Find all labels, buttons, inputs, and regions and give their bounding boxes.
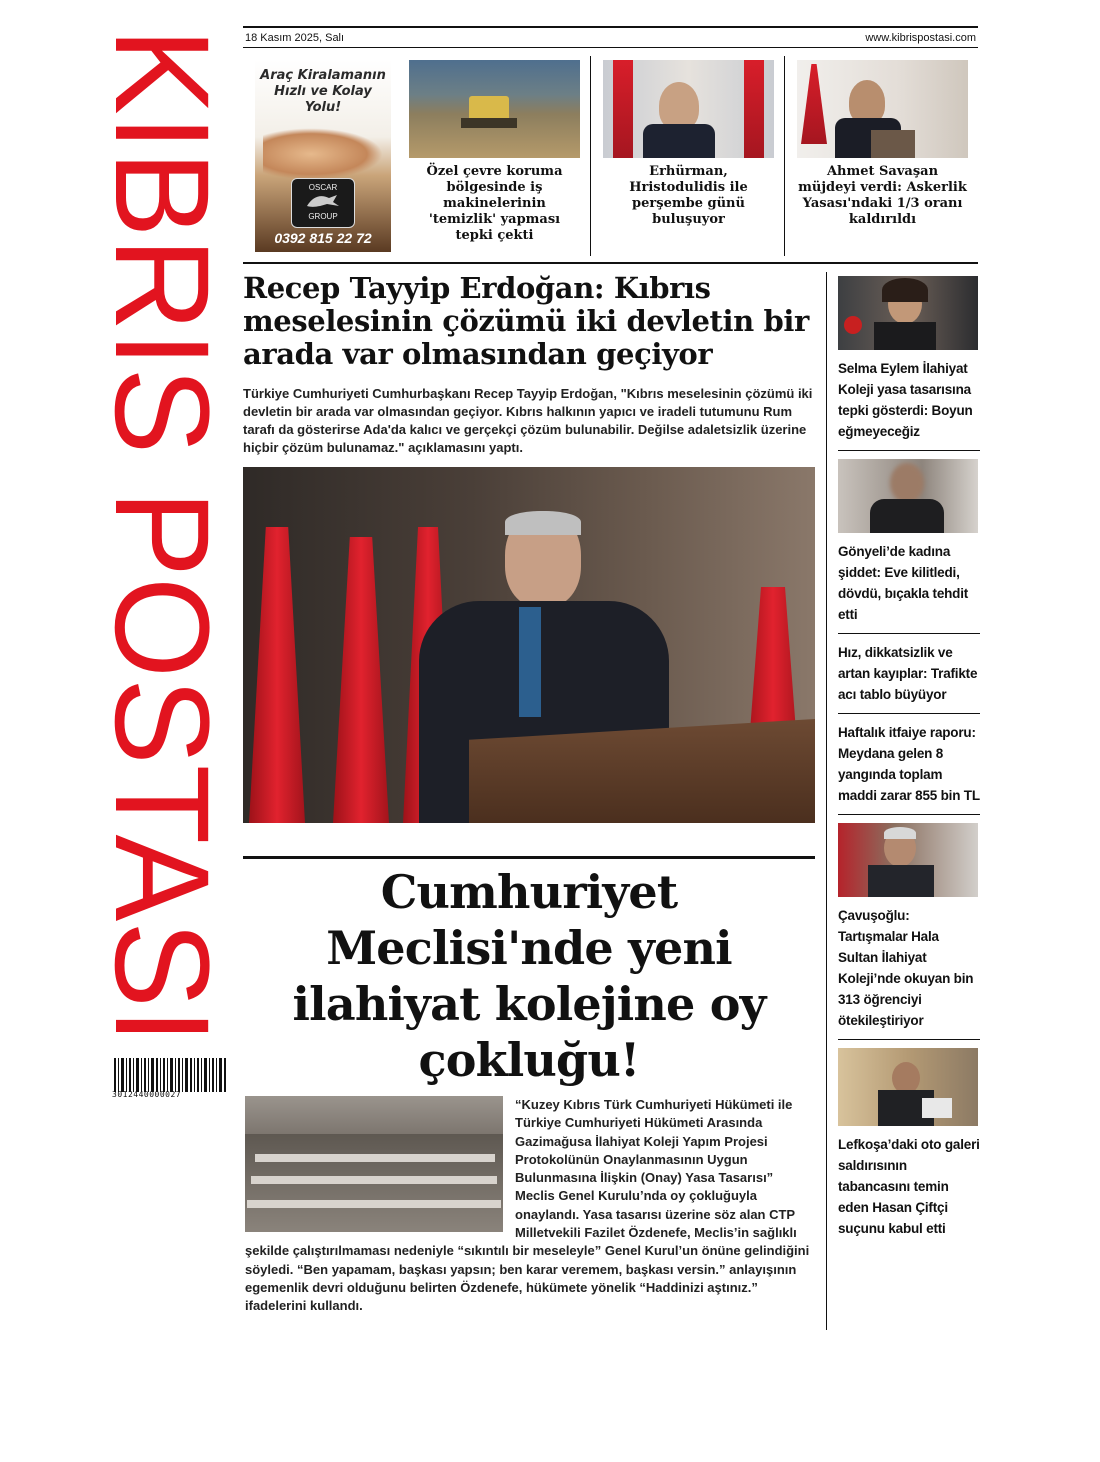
horse-icon — [303, 192, 343, 210]
ad-title: Araç Kiralamanın Hızlı ve Kolay Yolu! — [260, 68, 386, 115]
teaser-item[interactable] — [785, 56, 978, 256]
sidebar-item[interactable] — [838, 1048, 980, 1247]
teaser-caption: Erhürman, Hristodulidis ile perşembe günü buluşuyor — [629, 164, 748, 227]
ad-image — [263, 128, 383, 180]
teaser-strip — [243, 56, 978, 256]
sidebar-item[interactable] — [838, 722, 980, 815]
main-photo — [243, 467, 815, 823]
sidebar-photo — [838, 1048, 978, 1126]
sidebar-headline: Selma Eylem İlahiyat Koleji yasa tasarısına tepki gösterdi: Boyun eğmeyeceğiz — [838, 361, 973, 439]
top-separator — [243, 262, 978, 264]
masthead-text: KIBRIS POSTASI — [87, 28, 236, 1076]
website-link[interactable]: www.kibrispostasi.com — [865, 31, 976, 44]
second-body-text: “Kuzey Kıbrıs Türk Cumhuriyeti Hükümeti ile Türkiye Cumhuriyeti Hükümeti Arasında Gazimağusa İlahiyat Koleji Yapım Projesi Protokolünün Onaylanmasının Uygun Bulunmasına İlişkin (Onay) Yasa Tasarısı” Meclis Genel Kurulu’nda oy çokluğuyla onaylandı. Yasa tasarısı üzerine söz alan CTP Milletvekili Fazilet Özdenefe, Meclis’in sağlıklı şekilde çalıştırılmaması nedeniyle “sıkıntılı bir meseleyle” Genel Kurul’un önüne gelindiğini söyledi. “Ben yapamam, başkası yapsın; ben karar veremem, başkası versin.” anlayışının egemenlik devri olduğunu belirten Özdenefe, hükümete yönelik “Haddinizi aştınız.” ifadelerini kullandı. — [245, 1097, 810, 1314]
main-story[interactable] — [243, 272, 818, 823]
sidebar-item[interactable] — [838, 823, 980, 1040]
parliament-photo — [245, 1096, 503, 1232]
sidebar-photo — [838, 823, 978, 897]
masthead-logo[interactable] — [87, 28, 236, 1076]
teaser-item[interactable] — [591, 56, 785, 256]
sidebar — [838, 276, 980, 1255]
issue-date: 18 Kasım 2025, Salı — [245, 31, 345, 44]
sidebar-photo — [838, 459, 978, 533]
ad-phone: 0392 815 22 72 — [274, 230, 372, 246]
sidebar-photo — [838, 276, 978, 350]
teaser-photo — [797, 60, 968, 158]
sidebar-headline: Çavuşoğlu: Tartışmalar Hala Sultan İlahiyat Koleji’nde okuyan bin 313 öğrenciyi ötekileştiriyor — [838, 908, 974, 1028]
sidebar-headline: Hız, dikkatsizlik ve artan kayıplar: Trafikte acı tablo büyüyor — [838, 645, 978, 702]
sidebar-item[interactable] — [838, 642, 980, 714]
sidebar-headline: Haftalık itfaiye raporu: Meydana gelen 8 yangında toplam maddi zarar 855 bin TL — [838, 725, 980, 803]
main-headline[interactable]: Recep Tayyip Erdoğan: Kıbrıs meselesinin çözümü iki devletin bir arada var olmasından geçiyor — [243, 271, 809, 371]
second-headline[interactable]: Cumhuriyet Meclisi'nde yeni ilahiyat kolejine oy çokluğu! — [292, 865, 766, 1087]
teaser-photo — [409, 60, 580, 158]
sidebar-headline: Gönyeli’de kadına şiddet: Eve kilitledi, dövdü, bıçakla tehdit etti — [838, 544, 969, 622]
ad-logo: OSCAR GROUP — [291, 178, 355, 228]
section-separator — [243, 856, 815, 859]
sidebar-item[interactable] — [838, 459, 980, 634]
teaser-item[interactable] — [397, 56, 591, 256]
main-lede: Türkiye Cumhuriyeti Cumhurbaşkanı Recep Tayyip Erdoğan, "Kıbrıs meselesinin çözümü iki devletin bir arada var olmasından geçiyor. Kıbrıs halkının yapıcı ve iradeli tutumunu Rum tarafı da gösterirse Ada'da kalıcı ve gerçekçi çözüm bulunabilir. Değilse adaletsizlik üzerine hiçbir çözüm bulunamaz." açıklamasını yaptı. — [243, 386, 813, 455]
meta-bar — [243, 26, 978, 48]
teaser-caption: Özel çevre koruma bölgesinde iş makinelerinin 'temizlik' yapması tepki çekti — [426, 164, 563, 243]
sidebar-headline: Lefkoşa’daki oto galeri saldırısının tabancasını temin eden Hasan Çiftçi suçunu kabul etti — [838, 1137, 980, 1236]
column-rule — [826, 272, 827, 1330]
teaser-caption: Ahmet Savaşan müjdeyi verdi: Askerlik Yasası'ndaki 1/3 oranı kaldırıldı — [798, 164, 967, 227]
ad-banner[interactable] — [255, 60, 391, 252]
teaser-photo — [603, 60, 774, 158]
barcode-number: 3012440000027 — [112, 1090, 182, 1099]
sidebar-item[interactable] — [838, 276, 980, 451]
